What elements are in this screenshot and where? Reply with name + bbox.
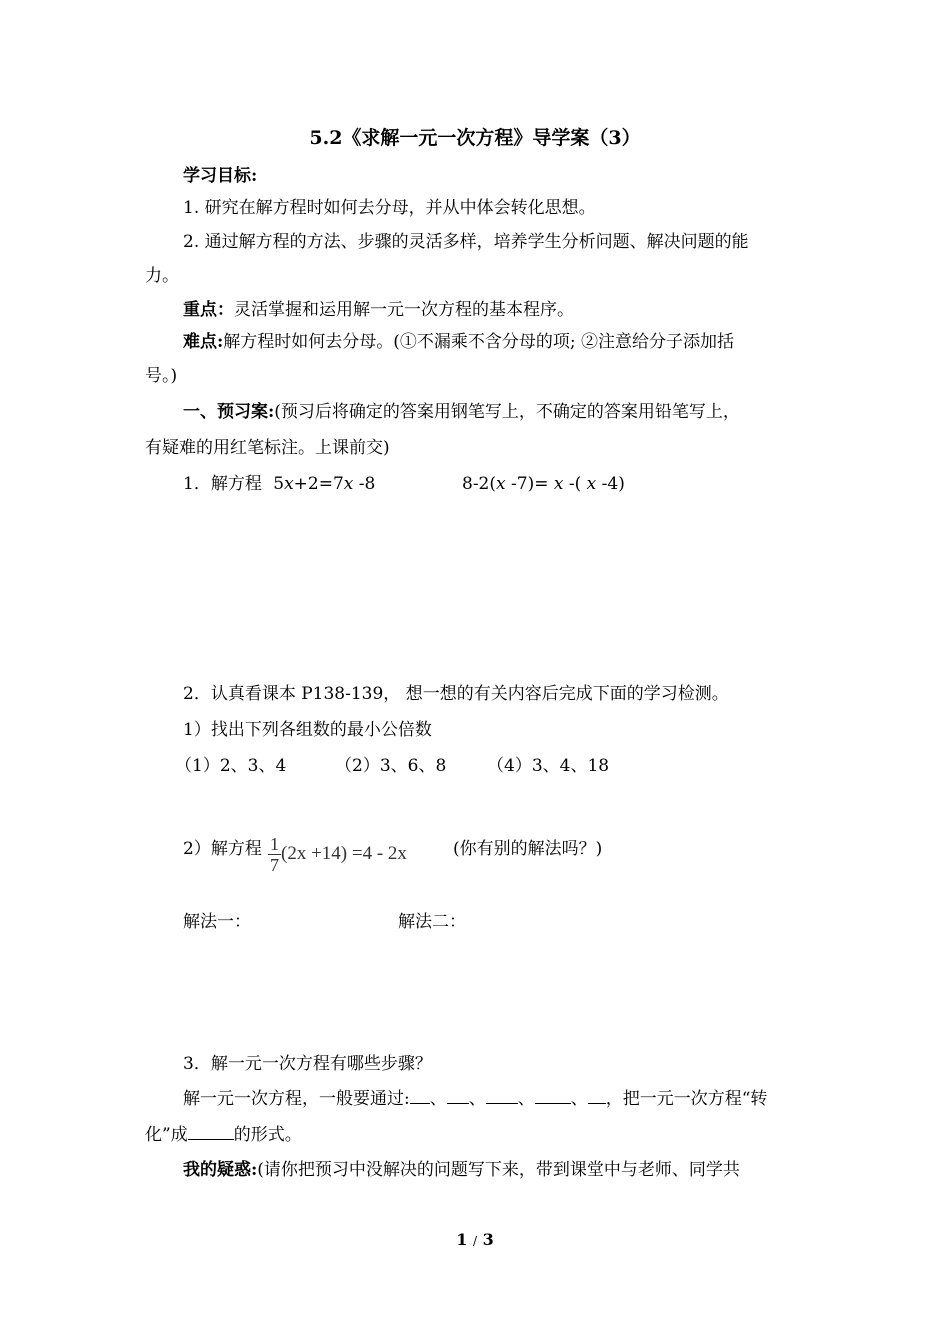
difficulty-text: 解方程时如何去分母。(①不漏乘不含分母的项; ②注意给分子添加括 — [223, 332, 735, 352]
question-2: 2．认真看课本 P138-139， 想一想的有关内容后完成下面的学习检测。 — [183, 684, 729, 704]
fraction — [268, 834, 281, 875]
question-1 — [183, 472, 375, 496]
preview-label: 一、预习案: — [183, 402, 275, 422]
q2-equation — [268, 834, 407, 875]
preview-line1 — [183, 400, 740, 424]
blank-1[interactable] — [410, 1087, 430, 1104]
q1-label: 1．解方程 — [183, 474, 262, 494]
q1-equation-1: 5x+2=7x -8 — [273, 474, 376, 494]
doubts-label: 我的疑惑: — [183, 1160, 258, 1180]
difficulty-line1 — [183, 330, 734, 354]
q3-line1: 解一元一次方程，一般要通过: 、 、 、 、 ，把一元一次方程“转 — [183, 1089, 768, 1109]
q2-sub1: 1）找出下列各组数的最小公倍数 — [183, 720, 432, 740]
fraction-denominator: 7 — [270, 855, 279, 875]
question-3: 3．解一元一次方程有哪些步骤？ — [183, 1054, 432, 1074]
page-number: 1 / 3 — [456, 1230, 494, 1249]
q2-sub2-label: 2）解方程 — [183, 839, 262, 859]
page-title: 5.2《求解一元一次方程》导学案（3） — [309, 127, 641, 149]
difficulty-label: 难点: — [183, 332, 224, 352]
blank-2[interactable] — [447, 1087, 469, 1104]
blank-3[interactable] — [486, 1087, 518, 1104]
doubts — [183, 1158, 740, 1182]
objective-1: 1. 研究在解方程时如何去分母，并从中体会转化思想。 — [183, 198, 596, 218]
difficulty-line2: 号。) — [145, 366, 178, 386]
blank-4[interactable] — [535, 1087, 571, 1104]
method-two-label: 解法二： — [398, 912, 466, 932]
doubts-text: (请你把预习中没解决的问题写下来，带到课堂中与老师、同学共 — [257, 1160, 740, 1180]
lcm-group-1: （1）2、3、4 — [175, 756, 287, 776]
preview-line2: 有疑难的用红笔标注。上课前交) — [145, 438, 390, 458]
method-one-label: 解法一： — [183, 912, 251, 932]
objective-2-line1: 2. 通过解方程的方法、步骤的灵活多样，培养学生分析问题、解决问题的能 — [183, 232, 749, 252]
lcm-group-2: （2）3、6、8 — [335, 756, 447, 776]
equation-rest: (2x +14) =4 - 2x — [281, 843, 407, 864]
key-point — [183, 298, 574, 322]
objectives-heading: 学习目标: — [183, 166, 258, 186]
q1-equation-2: 8-2(x -7)= x -( x -4) — [462, 474, 625, 494]
blank-6[interactable] — [188, 1123, 234, 1140]
q2-other-method: (你有别的解法吗？) — [453, 839, 603, 859]
blank-5[interactable] — [588, 1087, 606, 1104]
key-point-label: 重点： — [183, 300, 234, 320]
lcm-group-3: （4）3、4、18 — [487, 756, 610, 776]
preview-text: (预习后将确定的答案用钢笔写上，不确定的答案用铅笔写上， — [274, 402, 740, 422]
key-point-text: 灵活掌握和运用解一元一次方程的基本程序。 — [234, 300, 574, 320]
fraction-numerator: 1 — [270, 834, 279, 854]
q3-line2: 化”成 的形式。 — [145, 1125, 302, 1145]
objective-2-line2: 力。 — [145, 266, 179, 286]
